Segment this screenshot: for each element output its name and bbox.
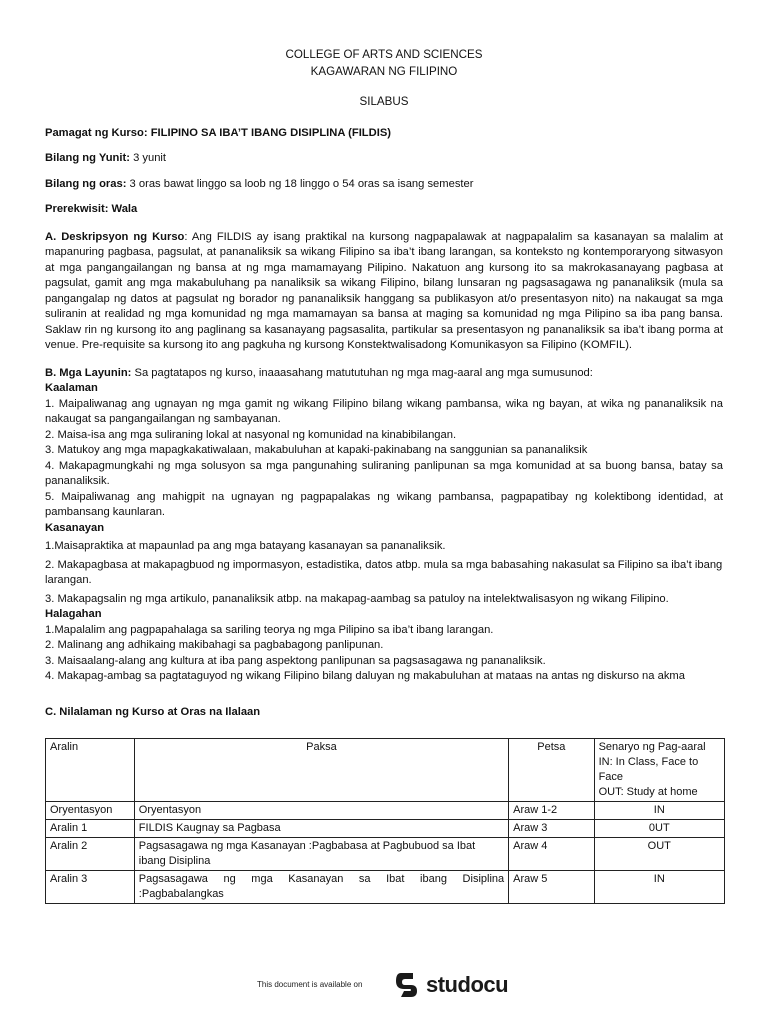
prereq-label: Prerekwisit: — [45, 203, 109, 215]
table-row — [46, 802, 725, 820]
cell-petsa: Araw 4 — [509, 838, 594, 871]
kaalaman-heading: Kaalaman — [45, 382, 98, 394]
senaryo-in-legend: IN: In Class, Face to Face — [598, 756, 699, 783]
cell-aralin: Aralin 3 — [46, 871, 135, 904]
cell-paksa: Pagsasagawa ng mga Kasanayan :Pagbabasa at Pagbubuod sa Ibat ibang Disiplina — [134, 838, 508, 871]
kasanayan-item: 2. Makapagbasa at makapagbuod ng impormasyon, estadistika, datos atbp. mula sa mga babasahing nakasulat sa Filipino sa iba’t ibang larangan. — [45, 558, 723, 586]
college-name: COLLEGE OF ARTS AND SCIENCES — [285, 48, 483, 61]
description-text: : Ang FILDIS ay isang praktikal na kursong nagpapalawak at nagpapalalim sa kasanayan sa malalim at mapanuring pagbasa, pagsulat, at pananaliksik sa wikang Filipino sa iba’t ibang larangan, sa konteksto ng kontemporaryong sitwasyon at mga pangangailangan ng bansa at ng mga mamamayang Pilipino. Nakatuon ang kursong ito sa makrokasanayang pagbasa at pagsulat, gamit ang mga makabuluhang pa nanaliksik sa wikang Filipino, bilang lunsaran ng pagsasagawa ng pananaliksik (mula sa pangangalap ng datos at pagsulat ng borador ng pananaliksik hanggang sa publikasyon at/o presentasyon nito) na nakaugat sa mga suliranin at realidad ng mga komunidad ng mga mamamayan sa bansa at maging sa komunidad ng mga Pilipino sa iba pang bansa. Saklaw rin ng kursong ito ang paglinang sa kasanayang pagsasalita, partikular sa presentasyon ng pananaliksik sa iba’t ibang porma at venue. Pre-requisite sa kursong ito ang pagkuha ng kursong Konstektwalisadong Komunikasyon sa Filipino (KOMFIL). — [45, 230, 723, 351]
syllabus-page — [45, 46, 723, 904]
cell-aralin: Aralin 2 — [46, 838, 135, 871]
course-title-label: Pamagat ng Kurso: — [45, 126, 148, 139]
kasanayan-heading: Kasanayan — [45, 521, 105, 534]
units-value: 3 yunit — [133, 152, 167, 164]
cell-aralin: Oryentasyon — [46, 802, 135, 820]
hours-field — [45, 177, 723, 193]
halagahan-item: 3. Maisaalang-alang ang kultura at iba pang aspektong panlipunan sa pagsasagawa ng pananaliksik. — [45, 654, 546, 667]
objectives-heading: B. Mga Layunin: — [45, 366, 132, 379]
course-description — [45, 230, 723, 354]
content-heading: C. Nilalaman ng Kurso at Oras na Ilalaan — [45, 705, 261, 718]
description-heading: A. Deskripsyon ng Kurso — [45, 230, 185, 243]
senaryo-out-legend: OUT: Study at home — [598, 786, 698, 798]
kaalaman-item: 5. Maipaliwanag ang mahigpit na ugnayan ng pagpapalakas ng wikang pambansa, pagpapatibay ng kolektibong identidad, at pambansang kaunlaran. — [45, 490, 723, 518]
department-name: KAGAWARAN NG FILIPINO — [310, 65, 458, 78]
kaalaman-item: 3. Matukoy ang mga mapagkakatiwalaan, makabuluhan at kapaki-pakinabang na sanggunian sa pananaliksik — [45, 444, 588, 456]
halagahan-item: 1.Mapalalim ang pagpapahalaga sa sariling teorya ng mga Pilipino sa iba’t ibang larangan. — [45, 623, 494, 636]
prereq-field — [45, 202, 723, 218]
units-label: Bilang ng Yunit: — [45, 152, 130, 164]
cell-paksa: Pagsasagawa ng mga Kasanayan sa Ibat ibang Disiplina :Pagbabalangkas — [134, 871, 508, 904]
studocu-brand[interactable]: studocu — [426, 972, 509, 997]
cell-senaryo: IN — [594, 871, 724, 904]
cell-paksa: FILDIS Kaugnay sa Pagbasa — [134, 820, 508, 838]
kasanayan-item: 3. Makapagsalin ng mga artikulo, pananaliksik atbp. na makapag-aambag sa patuloy na intelektwalisasyon ng wikang Filipino. — [45, 592, 669, 605]
availability-text: This document is available on — [257, 980, 363, 989]
hours-value: 3 oras bawat linggo sa loob ng 18 linggo o 54 oras sa isang semester — [129, 177, 474, 190]
cell-petsa: Araw 3 — [509, 820, 594, 838]
column-header-aralin: Aralin — [46, 739, 135, 802]
studocu-logo-icon[interactable] — [393, 970, 423, 1000]
course-title-field — [45, 126, 723, 142]
hours-label: Bilang ng oras: — [45, 177, 127, 190]
objectives-intro-line — [45, 366, 723, 382]
table-row — [46, 871, 725, 904]
kasanayan-item: 1.Maisapraktika at mapaunlad pa ang mga batayang kasanayan sa pananaliksik. — [45, 540, 446, 552]
senaryo-label: Senaryo ng Pag-aaral — [598, 741, 706, 753]
kaalaman-item: 2. Maisa-isa ang mga suliraning lokal at nasyonal ng komunidad na kinabibilangan. — [45, 428, 457, 441]
objectives-section — [45, 366, 723, 685]
objectives-intro: Sa pagtatapos ng kurso, inaaasahang matututuhan ng mga mag-aaral ang mga sumusunod: — [131, 366, 593, 379]
table-row — [46, 820, 725, 838]
course-title-value: FILIPINO SA IBA’T IBANG DISIPLINA (FILDIS) — [150, 126, 392, 139]
halagahan-item: 2. Malinang ang adhikaing makibahagi sa pagbabagong panlipunan. — [45, 639, 384, 651]
table-row — [46, 838, 725, 871]
halagahan-heading: Halagahan — [45, 608, 102, 620]
cell-petsa: Araw 1-2 — [509, 802, 594, 820]
kaalaman-item: 1. Maipaliwanag ang ugnayan ng mga gamit ng wikang Filipino bilang wikang pambansa, wika ng bayan, at wika ng pananaliksik na nakaugat sa pangangailangan ng sambayanan. — [45, 397, 723, 425]
column-header-senaryo — [594, 739, 724, 802]
halagahan-item: 4. Makapag-ambag sa pagtataguyod ng wikang Filipino bilang daluyan ng makabuluhan at mataas na antas ng diskurso na akma — [45, 670, 685, 682]
kaalaman-item: 4. Makapagmungkahi ng mga solusyon sa mga pangunahing suliraning panlipunan sa mga komunidad at sa buong bansa, batay sa pananaliksik. — [45, 459, 723, 487]
table-header-row — [46, 739, 725, 802]
studocu-footer — [0, 968, 768, 1004]
course-content-table — [45, 738, 725, 904]
cell-paksa: Oryentasyon — [134, 802, 508, 820]
cell-senaryo: IN — [594, 802, 724, 820]
cell-senaryo: 0UT — [594, 820, 724, 838]
prereq-value: Wala — [111, 203, 138, 215]
column-header-paksa: Paksa — [134, 739, 508, 802]
column-header-petsa: Petsa — [509, 739, 594, 802]
units-field — [45, 151, 723, 167]
cell-aralin: Aralin 1 — [46, 820, 135, 838]
cell-petsa: Araw 5 — [509, 871, 594, 904]
document-type: SILABUS — [359, 95, 409, 108]
cell-senaryo: OUT — [594, 838, 724, 871]
